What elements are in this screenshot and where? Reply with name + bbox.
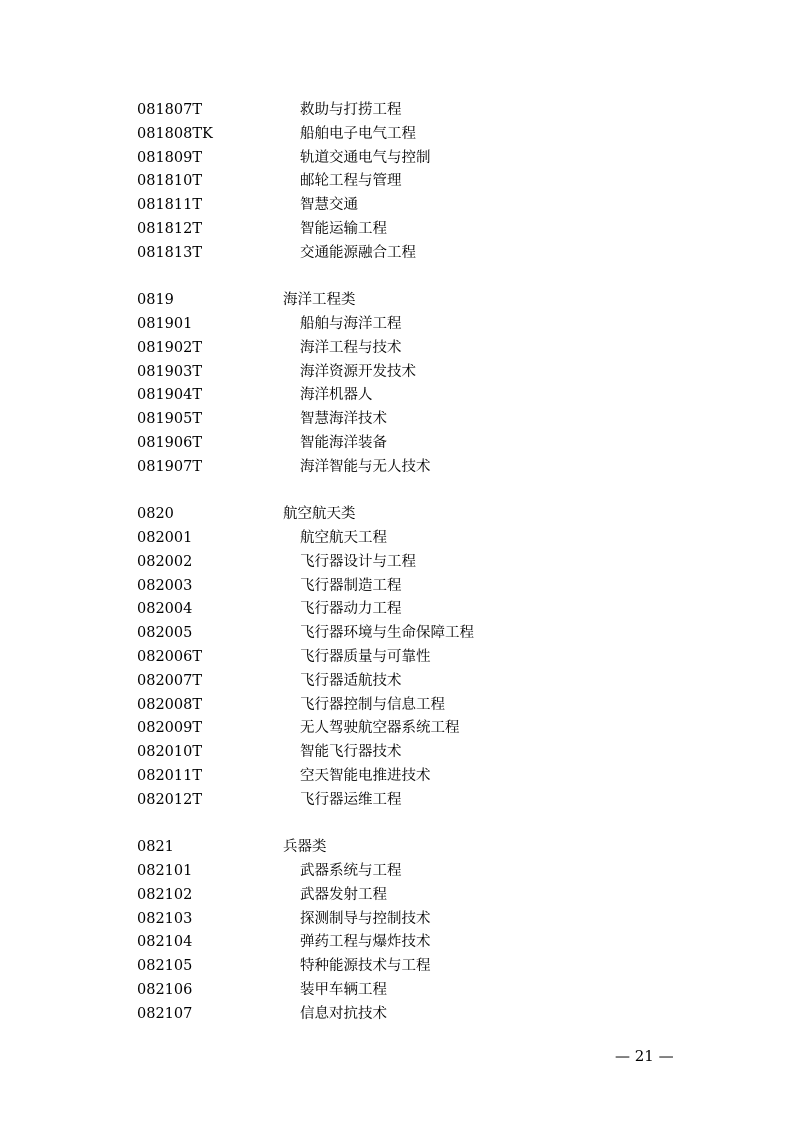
major-row <box>0 431 800 455</box>
major-code: 081903T <box>137 363 203 380</box>
major-name: 海洋智能与无人技术 <box>300 458 431 475</box>
major-row <box>0 146 800 170</box>
major-name: 无人驾驶航空器系统工程 <box>300 720 460 737</box>
major-code: 082005 <box>137 625 193 642</box>
major-name: 智慧交通 <box>300 197 358 214</box>
major-row <box>0 455 800 479</box>
major-row <box>0 241 800 265</box>
page-number: — 21 — <box>615 1047 674 1065</box>
major-code: 082106 <box>137 981 193 998</box>
major-code: 082102 <box>137 886 193 903</box>
major-row <box>0 907 800 931</box>
major-code: 082105 <box>137 958 193 975</box>
major-code: 082107 <box>137 1005 193 1022</box>
major-name: 装甲车辆工程 <box>300 981 387 998</box>
category-code: 0821 <box>137 839 174 856</box>
major-code: 082104 <box>137 934 193 951</box>
major-row <box>0 930 800 954</box>
major-name: 武器系统与工程 <box>300 863 402 879</box>
major-code: 081810T <box>137 173 203 190</box>
major-row <box>0 360 800 384</box>
major-code: 081811T <box>137 197 203 214</box>
major-name: 特种能源技术与工程 <box>300 958 431 975</box>
major-name: 救助与打捞工程 <box>300 102 402 118</box>
major-code: 082010T <box>137 744 203 761</box>
major-code: 082012T <box>137 791 203 808</box>
major-row <box>0 98 800 122</box>
major-name: 智能运输工程 <box>300 220 387 237</box>
major-code: 081907T <box>137 458 203 475</box>
major-code: 081906T <box>137 434 203 451</box>
major-name: 船舶电子电气工程 <box>300 125 416 142</box>
major-code: 082006T <box>137 649 203 665</box>
major-name: 海洋资源开发技术 <box>300 363 416 380</box>
major-row <box>0 954 800 978</box>
major-code: 082007T <box>137 672 203 689</box>
major-row <box>0 669 800 693</box>
major-row <box>0 407 800 431</box>
major-code: 082011T <box>137 767 203 784</box>
major-name: 船舶与海洋工程 <box>300 316 402 332</box>
major-name: 海洋工程与技术 <box>300 339 402 356</box>
major-row <box>0 764 800 788</box>
major-code: 082103 <box>137 910 193 927</box>
major-code: 082009T <box>137 720 203 737</box>
major-name: 武器发射工程 <box>300 886 387 903</box>
major-name: 飞行器环境与生命保障工程 <box>300 625 474 642</box>
major-row <box>0 859 800 883</box>
major-name: 飞行器控制与信息工程 <box>300 696 445 713</box>
major-name: 空天智能电推进技术 <box>300 767 431 784</box>
major-code: 081812T <box>137 220 203 237</box>
major-name: 飞行器设计与工程 <box>300 553 416 570</box>
major-name: 智能海洋装备 <box>300 434 387 451</box>
major-code: 082001 <box>137 530 193 547</box>
major-name: 飞行器动力工程 <box>300 601 402 618</box>
major-name: 弹药工程与爆炸技术 <box>300 934 431 951</box>
category-header-row <box>0 502 800 526</box>
major-code: 081809T <box>137 149 203 166</box>
major-row <box>0 788 800 812</box>
major-name: 智慧海洋技术 <box>300 411 387 428</box>
major-name: 航空航天工程 <box>300 530 387 547</box>
major-code: 081808TK <box>137 125 213 142</box>
major-name: 探测制导与控制技术 <box>300 910 431 927</box>
major-name: 交通能源融合工程 <box>300 244 416 261</box>
major-name: 飞行器运维工程 <box>300 791 402 808</box>
major-code: 081904T <box>137 387 203 404</box>
major-row <box>0 312 800 336</box>
major-row <box>0 217 800 241</box>
major-row <box>0 978 800 1002</box>
major-code: 082003 <box>137 577 193 594</box>
major-row <box>0 621 800 645</box>
major-row <box>0 693 800 717</box>
major-name: 邮轮工程与管理 <box>300 173 402 190</box>
major-row <box>0 883 800 907</box>
major-name: 海洋机器人 <box>300 387 373 404</box>
major-code: 081807T <box>137 102 203 118</box>
major-row <box>0 1002 800 1026</box>
major-row <box>0 550 800 574</box>
major-name: 信息对抗技术 <box>300 1005 387 1022</box>
category-code: 0819 <box>137 292 174 309</box>
major-name: 飞行器质量与可靠性 <box>300 649 431 665</box>
category-code: 0820 <box>137 506 174 523</box>
major-name: 轨道交通电气与控制 <box>300 149 431 166</box>
major-code: 082002 <box>137 553 193 570</box>
major-code: 082004 <box>137 601 193 618</box>
major-row <box>0 526 800 550</box>
major-row <box>0 716 800 740</box>
major-row <box>0 597 800 621</box>
major-name: 飞行器制造工程 <box>300 577 402 594</box>
major-name: 飞行器适航技术 <box>300 672 402 689</box>
major-row <box>0 574 800 598</box>
major-row <box>0 740 800 764</box>
major-code: 081905T <box>137 411 203 428</box>
major-row <box>0 193 800 217</box>
category-header-row <box>0 288 800 312</box>
category-name: 兵器类 <box>283 839 327 856</box>
major-code: 081902T <box>137 339 203 356</box>
major-code: 082101 <box>137 863 193 879</box>
major-row <box>0 383 800 407</box>
major-code: 082008T <box>137 696 203 713</box>
category-name: 航空航天类 <box>283 506 356 523</box>
category-name: 海洋工程类 <box>283 292 356 309</box>
major-row <box>0 336 800 360</box>
major-row <box>0 169 800 193</box>
major-code: 081901 <box>137 316 193 332</box>
major-name: 智能飞行器技术 <box>300 744 402 761</box>
category-header-row <box>0 835 800 859</box>
major-row <box>0 645 800 669</box>
major-code: 081813T <box>137 244 203 261</box>
major-row <box>0 122 800 146</box>
